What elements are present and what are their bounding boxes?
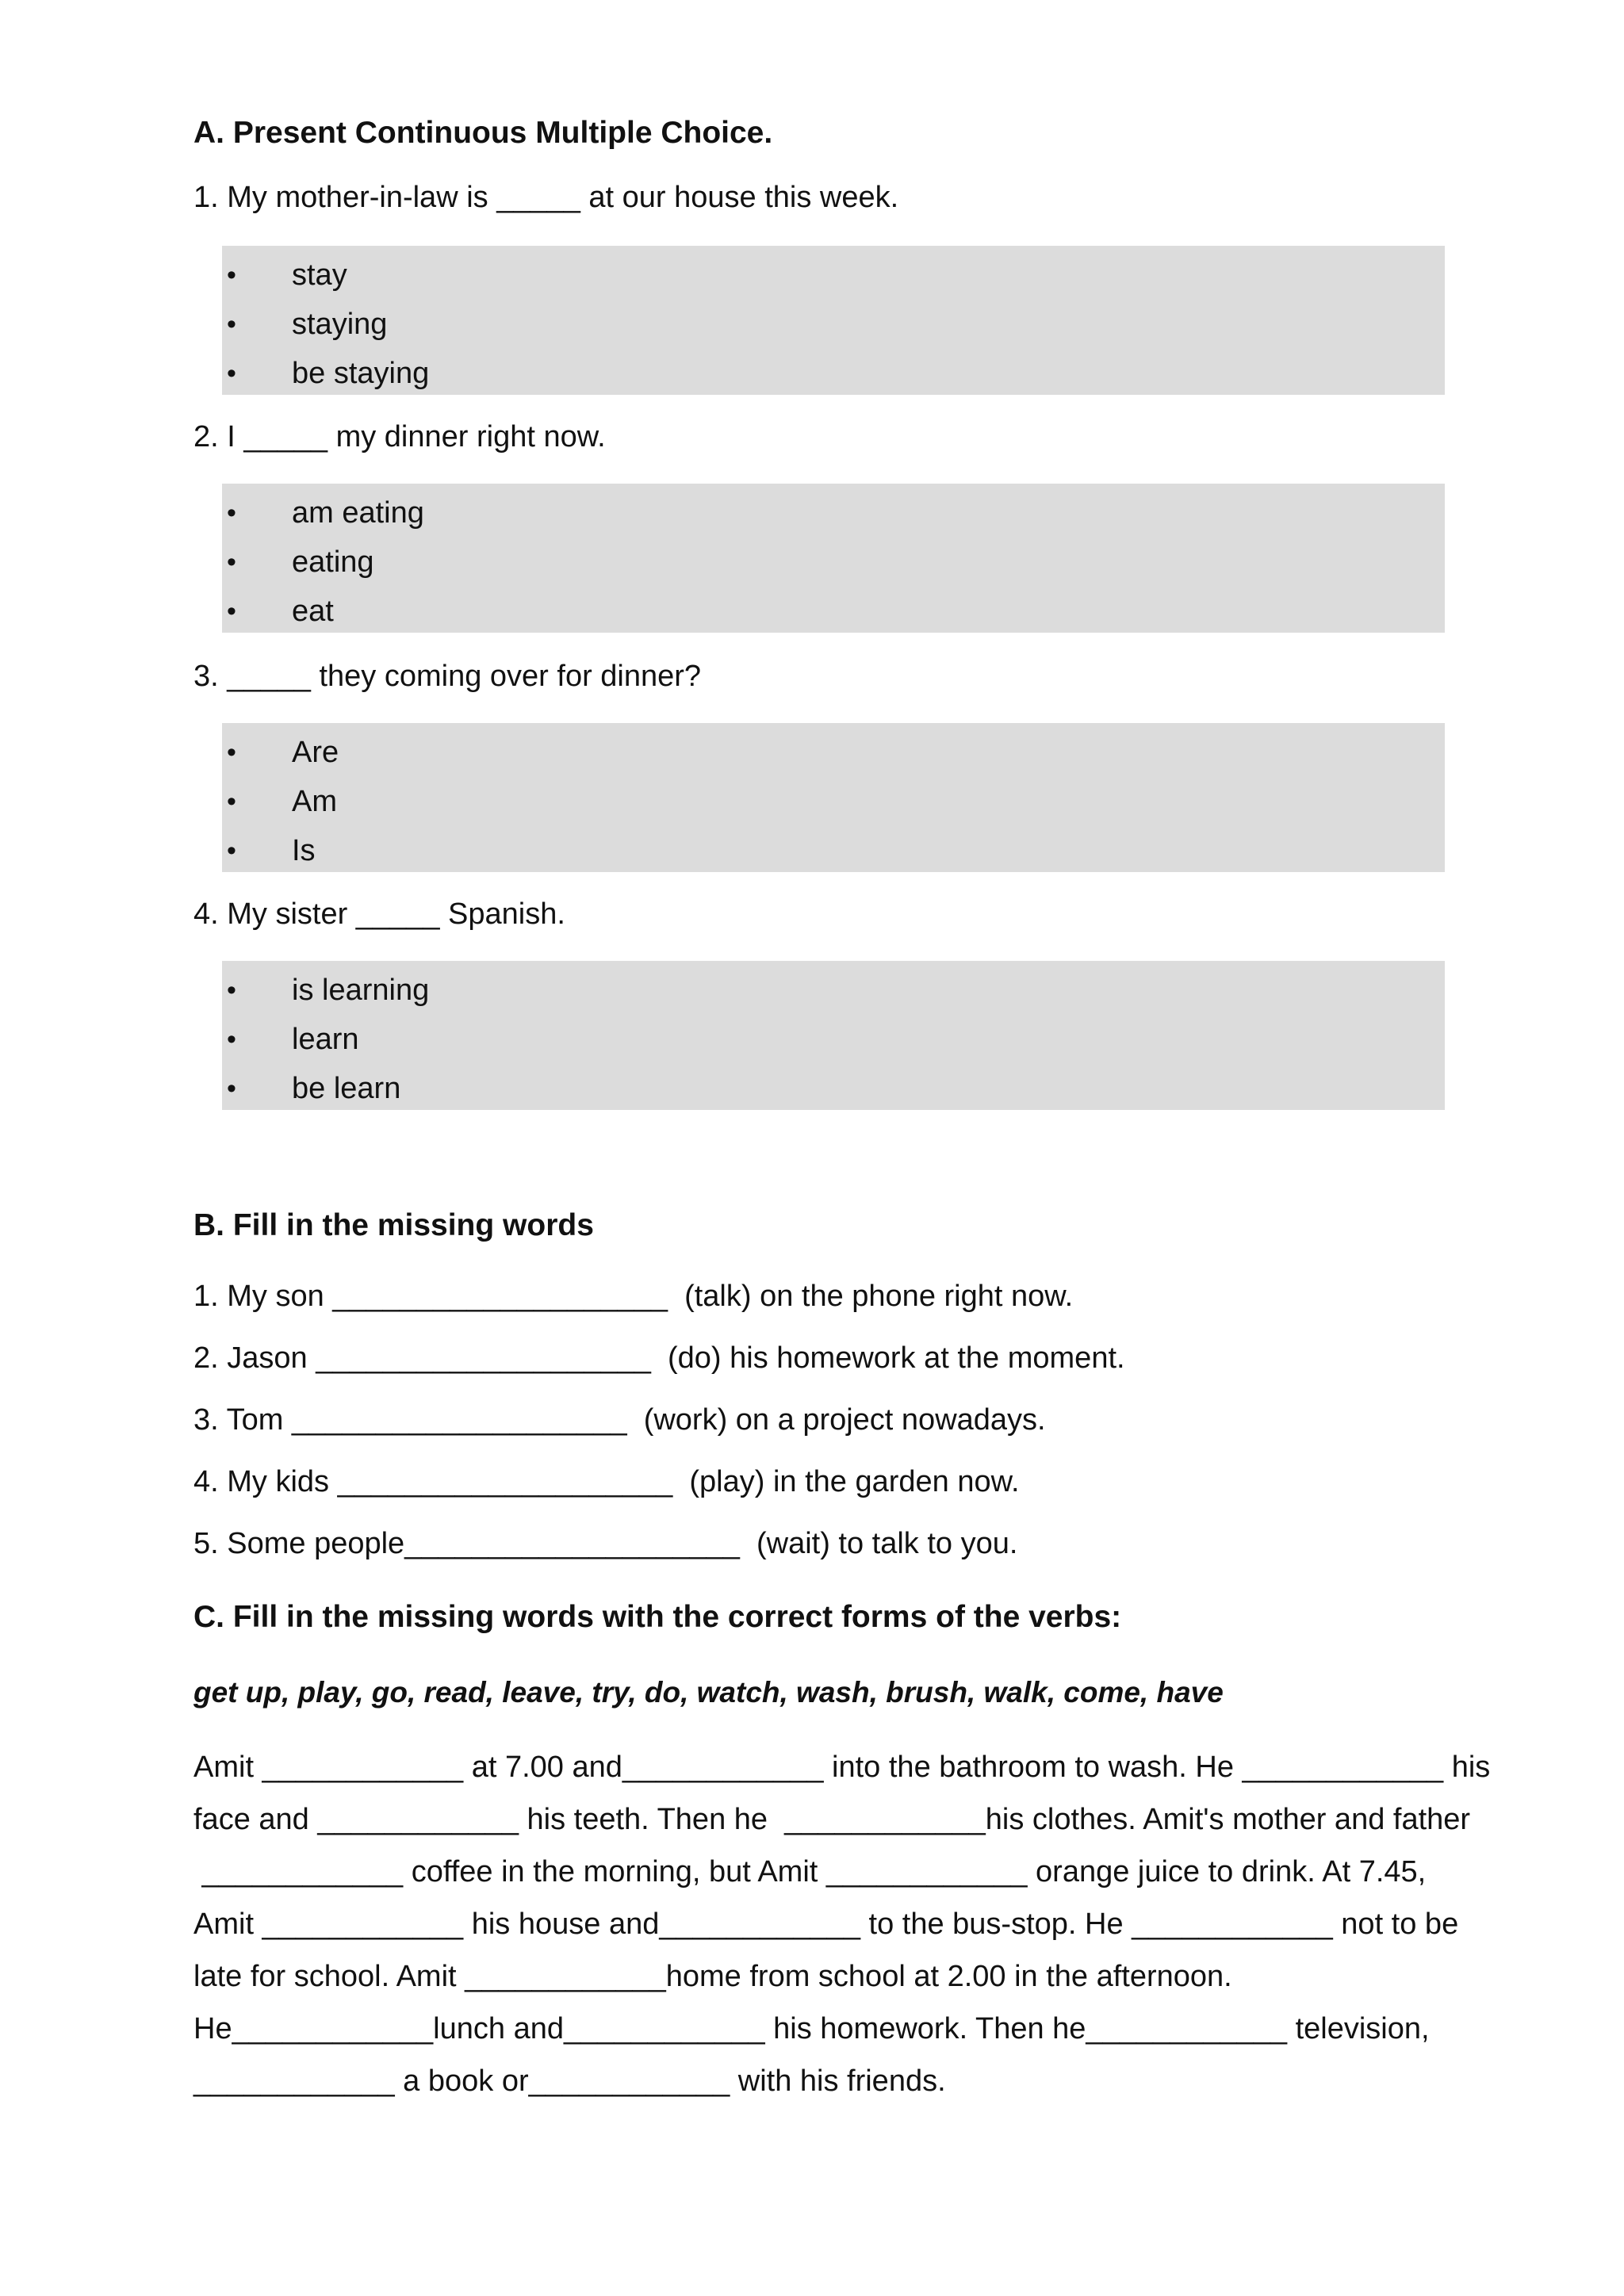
options-q3	[222, 723, 1445, 872]
option-label: am eating	[292, 496, 424, 530]
section-c-title: C. Fill in the missing words with the correct forms of the verbs:	[193, 1600, 1122, 1634]
bullet-icon: •	[227, 975, 236, 1005]
option-label: is learning	[292, 974, 430, 1007]
option-label: learn	[292, 1023, 359, 1056]
option-label: stay	[292, 258, 347, 292]
bullet-icon: •	[227, 737, 236, 767]
question-3: 3. _____ they coming over for dinner?	[193, 660, 702, 693]
options-q2	[222, 484, 1445, 633]
bullet-icon: •	[227, 1073, 236, 1104]
option-label: be staying	[292, 357, 430, 390]
fill-item: 3. Tom ____________________ (work) on a project nowadays.	[193, 1403, 1046, 1437]
bullet-icon: •	[227, 498, 236, 528]
fill-item: 1. My son ____________________ (talk) on the phone right now.	[193, 1280, 1074, 1313]
bullet-icon: •	[227, 260, 236, 290]
section-a-title: A. Present Continuous Multiple Choice.	[193, 116, 773, 150]
option-label: eat	[292, 595, 334, 628]
option-label: Are	[292, 736, 339, 769]
verb-list: get up, play, go, read, leave, try, do, watch, wash, brush, walk, come, have	[193, 1676, 1224, 1709]
paragraph-line: Amit ____________ his house and____________ to the bus-stop. He ____________ not to be	[193, 1908, 1459, 1941]
paragraph-line: ____________ coffee in the morning, but Amit ____________ orange juice to drink. At 7.45,	[193, 1855, 1427, 1888]
option-label: eating	[292, 545, 374, 579]
bullet-icon: •	[227, 786, 236, 817]
option-label: staying	[292, 308, 388, 341]
question-1: 1. My mother-in-law is _____ at our house this week.	[193, 181, 899, 214]
bullet-icon: •	[227, 309, 236, 339]
options-q1	[222, 246, 1445, 395]
option-label: Am	[292, 785, 337, 818]
bullet-icon: •	[227, 836, 236, 866]
fill-item: 5. Some people____________________ (wait) to talk to you.	[193, 1527, 1018, 1560]
bullet-icon: •	[227, 547, 236, 577]
question-4: 4. My sister _____ Spanish.	[193, 897, 565, 931]
fill-item: 2. Jason ____________________ (do) his homework at the moment.	[193, 1341, 1125, 1375]
paragraph-line: late for school. Amit ____________home from school at 2.00 in the afternoon.	[193, 1960, 1232, 1993]
paragraph-line: Amit ____________ at 7.00 and____________ into the bathroom to wash. He ____________ his	[193, 1751, 1491, 1784]
paragraph-line: ____________ a book or____________ with his friends.	[193, 2064, 946, 2098]
section-b-title: B. Fill in the missing words	[193, 1208, 594, 1242]
paragraph-line: He____________lunch and____________ his homework. Then he____________ television,	[193, 2012, 1430, 2045]
bullet-icon: •	[227, 596, 236, 626]
paragraph-line: face and ____________ his teeth. Then he ____________his clothes. Amit's mother and father	[193, 1803, 1471, 1836]
bullet-icon: •	[227, 358, 236, 388]
question-2: 2. I _____ my dinner right now.	[193, 420, 606, 453]
fill-item: 4. My kids ____________________ (play) in the garden now.	[193, 1465, 1020, 1498]
bullet-icon: •	[227, 1024, 236, 1054]
options-q4	[222, 961, 1445, 1110]
option-label: Is	[292, 834, 316, 867]
option-label: be learn	[292, 1072, 401, 1105]
